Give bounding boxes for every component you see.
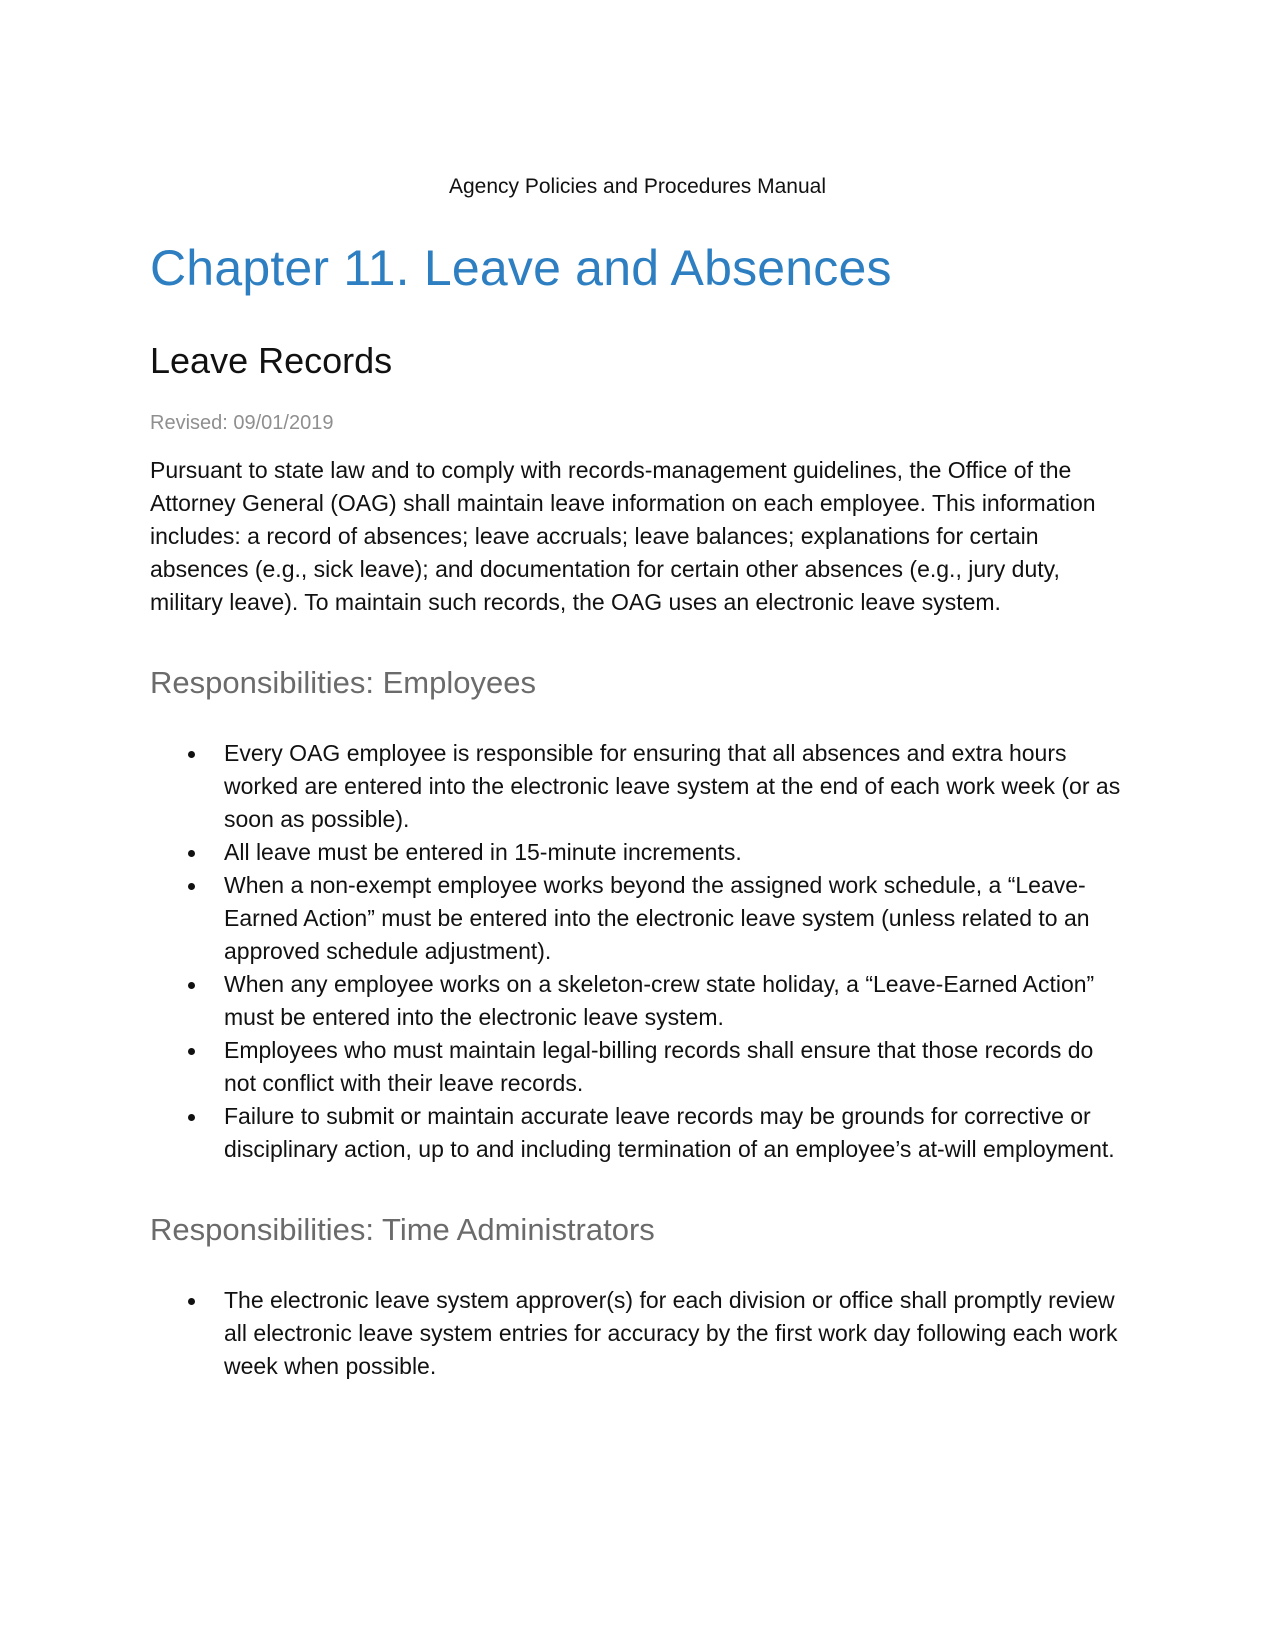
bullet-icon bbox=[188, 1048, 195, 1055]
list-item bbox=[150, 968, 1130, 1034]
list-item-text: When any employee works on a skeleton-crew state holiday, a “Leave-Earned Action” must be entered into the electronic leave system. bbox=[224, 971, 1095, 1030]
list-item-text: Employees who must maintain legal-billing records shall ensure that those records do not conflict with their leave records. bbox=[224, 1037, 1094, 1096]
bullet-icon bbox=[188, 1114, 195, 1121]
intro-paragraph: Pursuant to state law and to comply with records-management guidelines, the Office of the Attorney General (OAG) shall maintain leave information on each employee. This information includes: a record of absences; leave accruals; leave balances; explanations for certain absences (e.g., sick leave); and documentation for certain other absences (e.g., jury duty, military leave). To maintain such records, the OAG uses an electronic leave system. bbox=[150, 457, 1096, 615]
time-administrators-list bbox=[150, 1284, 1130, 1383]
list-item bbox=[150, 1100, 1130, 1166]
list-item-text: When a non-exempt employee works beyond the assigned work schedule, a “Leave-Earned Action” must be entered into the electronic leave system (unless related to an approved schedule adjustment). bbox=[224, 872, 1090, 964]
revised-date: Revised: 09/01/2019 bbox=[150, 412, 334, 434]
bullet-icon bbox=[188, 850, 195, 857]
running-header: Agency Policies and Procedures Manual bbox=[448, 175, 827, 198]
document-content bbox=[150, 236, 1130, 1383]
bullet-icon bbox=[188, 751, 195, 758]
list-item-text: Every OAG employee is responsible for ensuring that all absences and extra hours worked are entered into the electronic leave system at the end of each work week (or as soon as possible). bbox=[224, 740, 1121, 832]
chapter-title: Chapter 11. Leave and Absences bbox=[150, 240, 892, 296]
time-administrators-heading: Responsibilities: Time Administrators bbox=[150, 1212, 655, 1247]
list-item bbox=[150, 1284, 1130, 1383]
list-item bbox=[150, 836, 1130, 869]
employees-heading: Responsibilities: Employees bbox=[150, 665, 536, 700]
list-item-text: All leave must be entered in 15-minute increments. bbox=[224, 839, 742, 865]
bullet-icon bbox=[188, 982, 195, 989]
list-item-text: Failure to submit or maintain accurate leave records may be grounds for corrective or disciplinary action, up to and including termination of an employee’s at-will employment. bbox=[224, 1103, 1115, 1162]
bullet-icon bbox=[188, 1298, 195, 1305]
list-item-text: The electronic leave system approver(s) for each division or office shall promptly review all electronic leave system entries for accuracy by the first work day following each work week when possible. bbox=[224, 1287, 1118, 1379]
bullet-icon bbox=[188, 883, 195, 890]
employees-list bbox=[150, 737, 1130, 1166]
section-title: Leave Records bbox=[150, 340, 393, 381]
list-item bbox=[150, 1034, 1130, 1100]
list-item bbox=[150, 737, 1130, 836]
list-item bbox=[150, 869, 1130, 968]
